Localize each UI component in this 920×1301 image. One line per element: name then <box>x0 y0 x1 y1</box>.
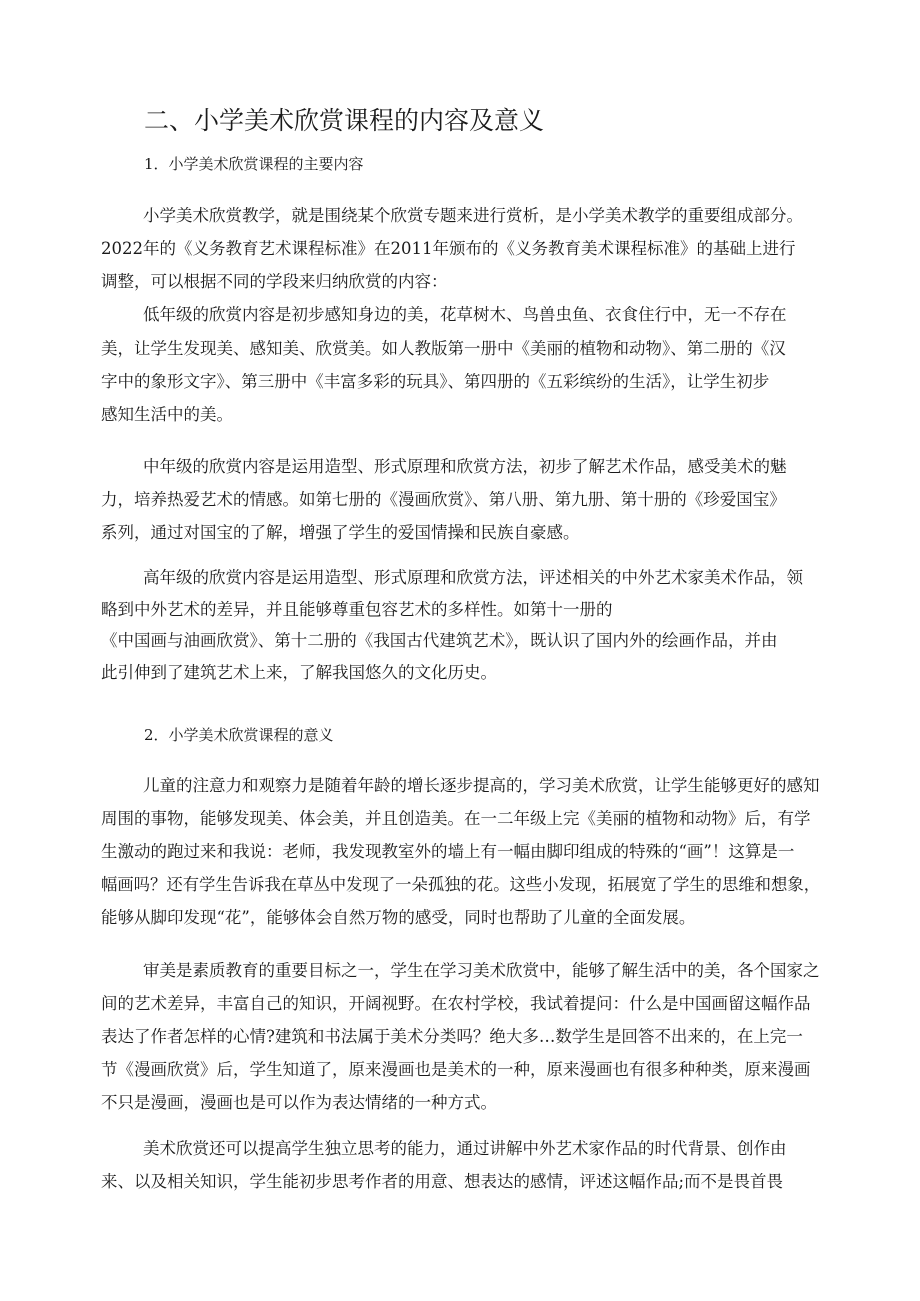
paragraph-line: 节《漫画欣赏》后，学生知道了，原来漫画也是美术的一种，原来漫画也有很多种种类，原来漫画 <box>101 1060 811 1079</box>
paragraph-line: 美，让学生发现美、感知美、欣赏美。如人教版第一册中《美丽的植物和动物》、第二册的《汉 <box>101 339 786 358</box>
section-heading: 二、小学美术欣赏课程的内容及意义 <box>144 106 545 135</box>
paragraph-line: 此引伸到了建筑艺术上来，了解我国悠久的文化历史。 <box>101 663 497 682</box>
subsection-title-1: 1．小学美术欣赏课程的主要内容 <box>144 155 364 173</box>
paragraph-line: 能够从脚印发现“花”，能够体会自然万物的感受，同时也帮助了儿童的全面发展。 <box>101 908 696 927</box>
paragraph-line: 周围的事物，能够发现美、体会美，并且创造美。在一二年级上完《美丽的植物和动物》后，有学 <box>101 809 811 828</box>
paragraph-line: 系列，通过对国宝的了解，增强了学生的爱国情操和民族自豪感。 <box>101 523 580 542</box>
paragraph-line: 2022年的《义务教育艺术课程标准》在2011年颁布的《义务教育美术课程标准》的基础上进行 <box>101 239 796 258</box>
paragraph-line: 力，培养热爱艺术的情感。如第七册的《漫画欣赏》、第八册、第九册、第十册的《珍爱国宝》 <box>101 490 786 509</box>
paragraph-line: 低年级的欣赏内容是初步感知身边的美，花草树木、鸟兽虫鱼、衣食住行中，无一不存在 <box>143 305 787 324</box>
paragraph-line: 调整，可以根据不同的学段来归纳欣赏的内容： <box>101 272 448 291</box>
paragraph-line: 间的艺术差异，丰富自己的知识，开阔视野。在农村学校，我试着提问：什么是中国画留这幅作品 <box>101 994 811 1013</box>
paragraph-line: 幅画吗？还有学生告诉我在草丛中发现了一朵孤独的花。这些小发现，拓展宽了学生的思维和想象， <box>101 875 821 894</box>
paragraph-line: 高年级的欣赏内容是运用造型、形式原理和欣赏方法，评述相关的中外艺术家美术作品，领 <box>143 568 803 587</box>
paragraph-line: 小学美术欣赏教学，就是围绕某个欣赏专题来进行赏析，是小学美术教学的重要组成部分。 <box>143 206 803 225</box>
paragraph-line: 来、以及相关知识，学生能初步思考作者的用意、想表达的感情，评述这幅作品;而不是畏首畏 <box>101 1172 784 1191</box>
paragraph-line: 感知生活中的美。 <box>101 405 233 424</box>
paragraph-line: 中年级的欣赏内容是运用造型、形式原理和欣赏方法，初步了解艺术作品，感受美术的魅 <box>143 457 787 476</box>
subsection-title-2: 2．小学美术欣赏课程的意义 <box>144 726 334 744</box>
paragraph-line: 表达了作者怎样的心情?建筑和书法属于美术分类吗？绝大多…数学生是回答不出来的，在上完一 <box>101 1027 803 1046</box>
paragraph-line: 美术欣赏还可以提高学生独立思考的能力，通过讲解中外艺术家作品的时代背景、创作由 <box>143 1139 787 1158</box>
paragraph-line: 略到中外艺术的差异，并且能够尊重包容艺术的多样性。如第十一册的 <box>101 600 613 619</box>
paragraph-line: 生激动的跑过来和我说：老师，我发现教室外的墙上有一幅由脚印组成的特殊的“画”！这算是一 <box>101 842 795 861</box>
paragraph-line: 《中国画与油画欣赏》、第十二册的《我国古代建筑艺术》，既认识了国内外的绘画作品，并由 <box>101 631 778 650</box>
paragraph-line: 字中的象形文字》、第三册中《丰富多彩的玩具》、第四册的《五彩缤纷的生活》，让学生初步 <box>101 372 770 391</box>
paragraph-line: 儿童的注意力和观察力是随着年龄的增长逐步提高的，学习美术欣赏，让学生能够更好的感知 <box>143 776 820 795</box>
paragraph-line: 审美是素质教育的重要目标之一，学生在学习美术欣赏中，能够了解生活中的美，各个国家之 <box>143 961 820 980</box>
paragraph-line: 不只是漫画，漫画也是可以作为表达情绪的一种方式。 <box>101 1093 497 1112</box>
